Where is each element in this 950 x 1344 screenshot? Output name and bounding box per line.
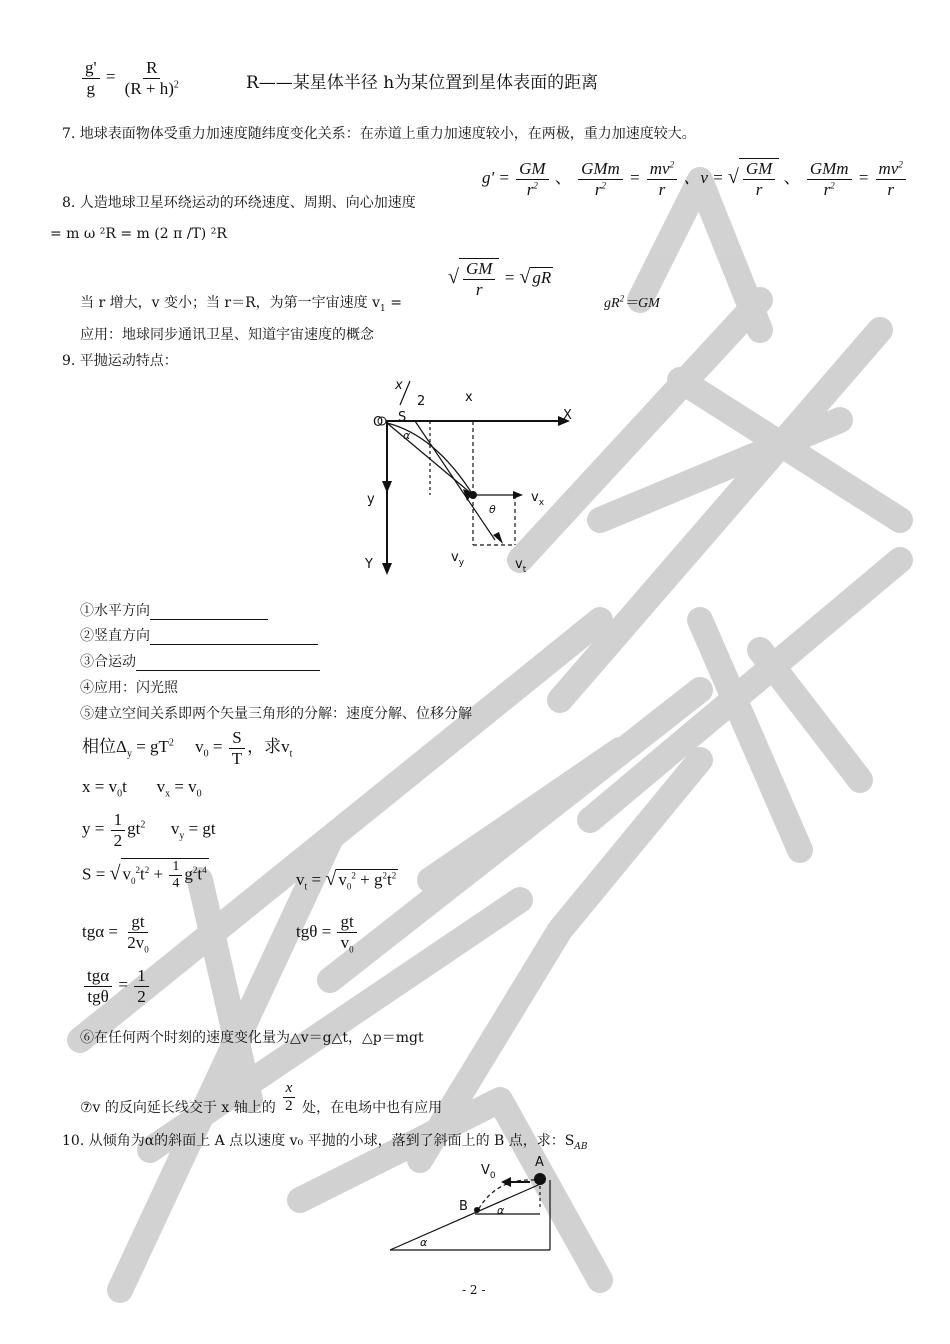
formula-tg-alpha: tgα = $\frac{gt}{2v_0}$ (82, 912, 149, 954)
item-8-line2: = m ω ²R = m (2 π /T) ²R (50, 226, 227, 242)
formula-vt: $v_t$ = √ $v_0^2 + g^2t^2$ (296, 868, 397, 893)
label-S: S (398, 410, 407, 425)
point-2: ②竖直方向 (80, 625, 318, 645)
label-alpha: α (403, 429, 411, 442)
formula-ratio: $\frac{\text{tgα}}{\text{tgθ}}$ = $\frac{1}{2}$ (82, 966, 151, 1006)
label-O: O (373, 415, 384, 430)
point-3: ③合运动 (80, 651, 320, 671)
label-y: y (367, 492, 375, 507)
point-4: ④应用：闪光照 (80, 680, 178, 696)
point-B (474, 1207, 480, 1213)
formula-tg-theta: tgθ = $\frac{gt}{v_0}$ (296, 912, 359, 954)
ball-A (534, 1173, 546, 1185)
item-8-application: 应用：地球同步通讯卫星、知道宇宙速度的概念 (80, 327, 374, 343)
ball-path (477, 1180, 535, 1212)
formula-g-ratio: $\frac{g'}{g}$ = $\frac{R}{(R + h)^2}$ (80, 58, 184, 98)
incline-diagram (385, 1150, 560, 1255)
formula-y: y = $\frac{1}{2}$ $gt^2$ $v_y$ = gt (82, 810, 216, 850)
point-1: ①水平方向 (80, 600, 268, 620)
x-half-num: x (395, 378, 403, 393)
item-8-first-cosmic: 当 r 增大，v 变小；当 r＝R，为第一宇宙速度 $v_1$ = (80, 295, 402, 314)
item-8-formulas: g' = $\frac{GM}{r^2}$ 、 $\frac{\text{GMm}}{r^2}$ = $\frac{mv^2}{r}$ 、v = √ $\frac{GM}{r}$ 、 $\frac{\text{GMm}}{r^2}$ = $\frac{mv^2}{r}$ (482, 158, 908, 199)
label-Y: Y (365, 557, 373, 572)
label-vy: $v_y$ (451, 550, 465, 568)
projectile-diagram (355, 375, 595, 580)
point-7: ⑦v 的反向延长线交于 x 轴上的 $\frac{x}{2}$ 处，在电场中也有应用 (80, 1080, 443, 1116)
item-8-sqrt-formula: √ $\frac{GM}{r}$ = √ gR (448, 259, 552, 299)
item-9-title: 9. 平抛运动特点： (62, 353, 178, 369)
label-alpha-top: α (497, 1204, 505, 1217)
formula-phase: 相位$\Delta_y = gT^2$ $v_0$ = $\frac{S}{T}$ ，求$v_t$ (82, 728, 293, 768)
label-A: A (535, 1155, 544, 1170)
x-half-den: 2 (417, 394, 426, 409)
formula-description: R——某星体半径 h为某位置到星体表面的距离 (246, 73, 599, 93)
incline-slope (390, 1182, 545, 1250)
item-8-gr2: $gR^2=GM$ (604, 293, 660, 311)
label-vx: $v_x$ (531, 490, 545, 508)
item-8-text: 8. 人造地球卫星环绕运动的环绕速度、周期、向心加速度 (62, 195, 416, 211)
label-alpha-base: α (420, 1236, 428, 1249)
label-V0: $V_0$ (481, 1163, 496, 1181)
label-vt: $v_t$ (515, 557, 527, 575)
item-7: 7. 地球表面物体受重力加速度随纬度变化关系：在赤道上重力加速度较小，在两极，重力加速度较大。 (62, 126, 696, 142)
item-10: 10. 从倾角为α的斜面上 A 点以速度 v₀ 平抛的小球，落到了斜面上的 B 点，求：$S_{AB}$ (62, 1133, 588, 1152)
label-theta: θ (489, 503, 496, 516)
formula-s: S = √ $v_0^2t^2$ + $\frac{1}{4}$ $g^2t^4$ (82, 859, 207, 892)
formula-x: $x = v_0t$ $v_x = v_0$ (82, 777, 202, 800)
label-X: X (563, 408, 572, 423)
page-number: - 2 - (462, 1283, 486, 1297)
label-x: x (465, 390, 473, 405)
point-6: ⑥在任何两个时刻的速度变化量为△v＝g△t，△p＝mgt (80, 1030, 424, 1046)
label-B: B (459, 1199, 468, 1214)
point-5: ⑤建立空间关系即两个矢量三角形的分解：速度分解、位移分解 (80, 706, 472, 722)
